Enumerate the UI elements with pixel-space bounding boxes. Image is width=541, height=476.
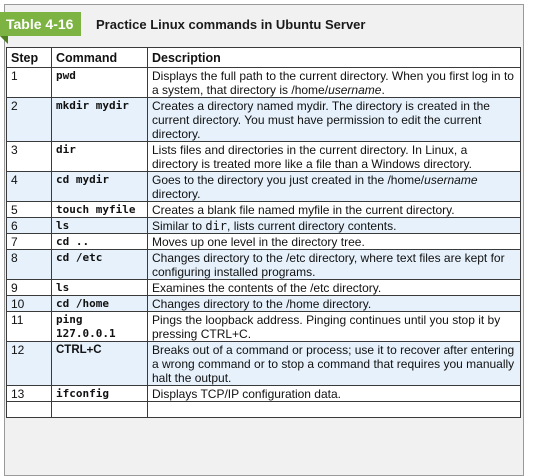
description-cell: Displays TCP/IP configuration data. (148, 386, 521, 402)
commands-table (6, 47, 521, 418)
description-cell: Lists files and directories in the current directory. In Linux, a directory is treated more like a file than a Windows directory. (148, 142, 521, 172)
step-cell: 12 (7, 342, 52, 386)
step-cell: 4 (7, 172, 52, 202)
description-cell: Breaks out of a command or process; use it to recover after entering a wrong command or to stop a command that requires you manually halt the output. (148, 342, 521, 386)
description-cell: Moves up one level in the directory tree. (148, 234, 521, 250)
step-cell: 9 (7, 280, 52, 296)
command-cell: ls (52, 218, 148, 234)
table-row (7, 68, 521, 98)
header-row (7, 48, 521, 68)
step-cell (7, 402, 52, 418)
description-cell: Similar to dir, lists current directory contents. (148, 218, 521, 234)
table-row (7, 218, 521, 234)
command-cell: pwd (52, 68, 148, 98)
description-cell: Changes directory to the /etc directory, where text files are kept for configuring installed programs. (148, 250, 521, 280)
table-row (7, 98, 521, 142)
table-row (7, 234, 521, 250)
command-cell: touch myfile (52, 202, 148, 218)
column-header-command: Command (52, 48, 148, 68)
table-row (7, 172, 521, 202)
step-cell: 6 (7, 218, 52, 234)
column-header-step: Step (7, 48, 52, 68)
table-row (7, 142, 521, 172)
description-cell: Creates a directory named mydir. The directory is created in the current directory. You must have permission to edit the current directory. (148, 98, 521, 142)
command-cell: cd mydir (52, 172, 148, 202)
description-cell: Examines the contents of the /etc directory. (148, 280, 521, 296)
table-number-tag: Table 4-16 (0, 12, 81, 36)
command-cell: dir (52, 142, 148, 172)
step-cell: 7 (7, 234, 52, 250)
command-cell: ping 127.0.0.1 (52, 312, 148, 342)
step-cell: 8 (7, 250, 52, 280)
command-cell: cd /home (52, 296, 148, 312)
command-cell (52, 402, 148, 418)
column-header-description: Description (148, 48, 521, 68)
command-cell: cd /etc (52, 250, 148, 280)
description-cell: Goes to the directory you just created in the /home/username directory. (148, 172, 521, 202)
table-row (7, 402, 521, 418)
description-cell: Creates a blank file named myfile in the current directory. (148, 202, 521, 218)
command-cell: CTRL+C (52, 342, 148, 386)
description-cell: Pings the loopback address. Pinging continues until you stop it by pressing CTRL+C. (148, 312, 521, 342)
step-cell: 2 (7, 98, 52, 142)
command-cell: cd .. (52, 234, 148, 250)
table-row (7, 202, 521, 218)
step-cell: 13 (7, 386, 52, 402)
table-row (7, 342, 521, 386)
step-cell: 3 (7, 142, 52, 172)
table-row (7, 250, 521, 280)
description-cell: Changes directory to the /home directory. (148, 296, 521, 312)
step-cell: 11 (7, 312, 52, 342)
description-cell (148, 402, 521, 418)
command-cell: ls (52, 280, 148, 296)
command-cell: mkdir mydir (52, 98, 148, 142)
tag-fold-decoration (0, 36, 8, 44)
table-row (7, 280, 521, 296)
table-row (7, 386, 521, 402)
step-cell: 5 (7, 202, 52, 218)
table-row (7, 312, 521, 342)
table-row (7, 296, 521, 312)
table-title: Practice Linux commands in Ubuntu Server (96, 17, 366, 32)
step-cell: 10 (7, 296, 52, 312)
step-cell: 1 (7, 68, 52, 98)
command-cell: ifconfig (52, 386, 148, 402)
description-cell: Displays the full path to the current directory. When you first log in to a system, that directory is /home/username. (148, 68, 521, 98)
